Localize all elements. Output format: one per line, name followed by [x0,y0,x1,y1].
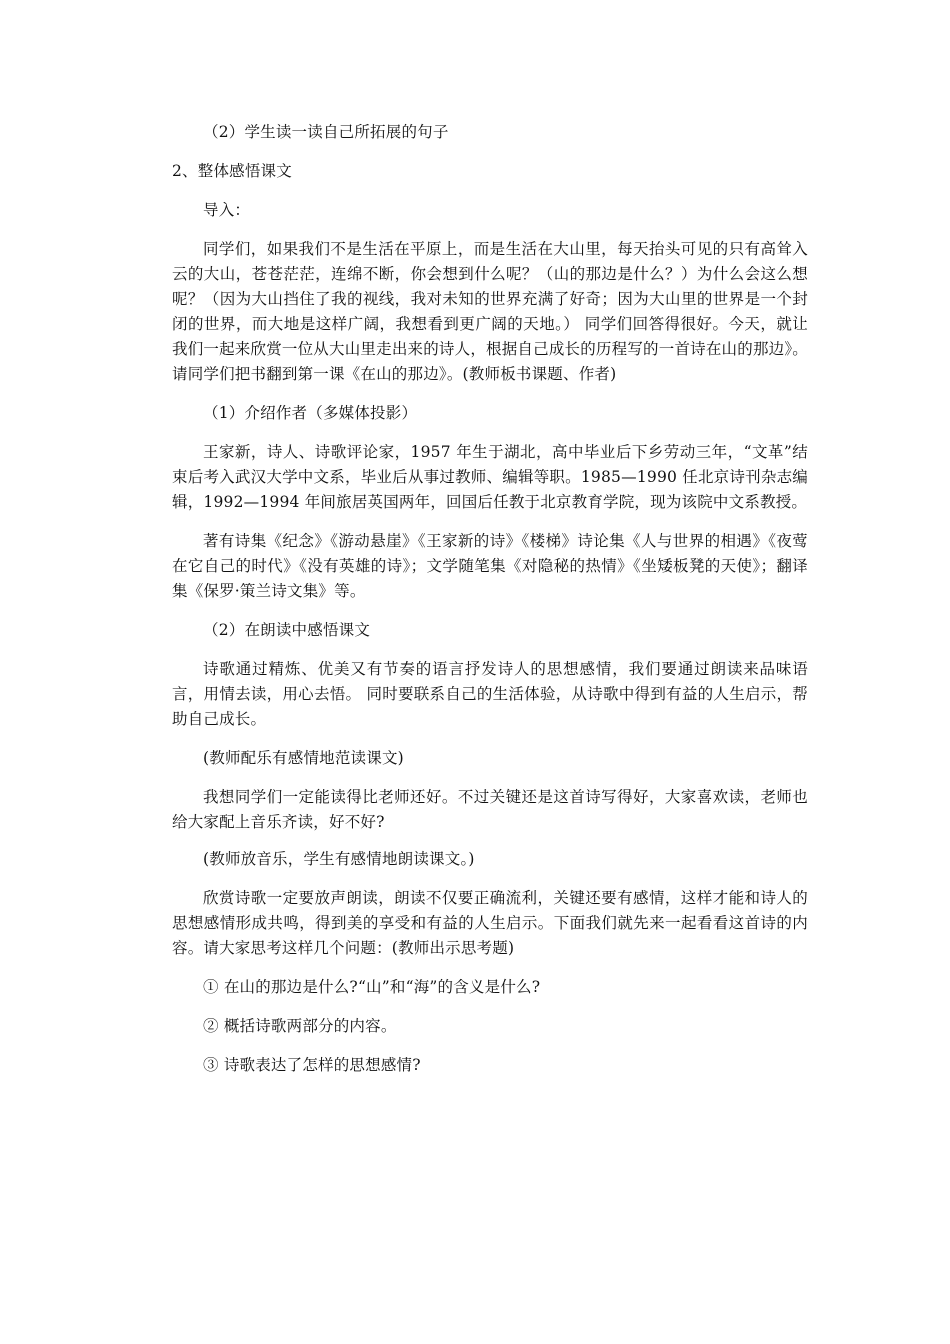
paragraph-introduction-text: 同学们，如果我们不是生活在平原上，而是生活在大山里，每天抬头可见的只有高耸入云的大山，苍苍茫茫，连绵不断，你会想到什么呢？（山的那边是什么？）为什么会这么想呢？（因为大山挡住了我的视线，我对未知的世界充满了好奇；因为大山里的世界是一个封闭的世界，而大地是这样广阔，我想看到更广阔的天地。） 同学们回答得很好。今天，就让我们一起来欣赏一位从大山里走出来的诗人，根据自己成长的历程写的一首诗在山的那边》。请同学们把书翻到第一课《在山的那边》。(教师板书课题、作者) [172,240,808,383]
paragraph-music-reading: (教师放音乐，学生有感情地朗读课文。) [203,850,475,868]
paragraph-students-read: 我想同学们一定能读得比老师还好。不过关键还是这首诗写得好，大家喜欢读，老师也给大家配上音乐齐读，好不好? [172,788,808,831]
paragraph-expanded-sentences: （2）学生读一读自己所拓展的句子 [203,123,449,141]
paragraph-author-heading: （1）介绍作者（多媒体投影） [203,404,418,422]
question-item-2: ② 概括诗歌两部分的内容。 [203,1017,397,1035]
question-item-1: ① 在山的那边是什么?“山”和“海”的含义是什么? [203,978,541,996]
paragraph-author-works: 著有诗集《纪念》《游动悬崖》《王家新的诗》《楼梯》诗论集《人与世界的相遇》《夜莺在它自己的时代》《没有英雄的诗》；文学随笔集《对隐秘的热情》《坐矮板凳的天使》；翻译集《保罗·策兰诗文集》等。 [172,532,808,600]
paragraph-reading-text: 诗歌通过精炼、优美又有节奏的语言抒发诗人的思想感情，我们要通过朗读来品味语言，用情去读，用心去悟。 同时要联系自己的生活体验，从诗歌中得到有益的人生启示，帮助自己成长。 [172,660,808,728]
paragraph-reading-heading: （2）在朗读中感悟课文 [203,621,371,639]
section-heading-overall-perception: 2、整体感悟课文 [172,162,292,180]
document-body [172,120,808,1078]
paragraph-teacher-reads: (教师配乐有感情地范读课文) [203,749,404,767]
paragraph-introduction-label: 导入： [203,201,251,219]
paragraph-author-bio: 王家新，诗人、诗歌评论家，1957 年生于湖北，高中毕业后下乡劳动三年，“文革”结束后考入武汉大学中文系，毕业后从事过教师、编辑等职。1985—1990 任北京诗刊杂志编辑，1992—1994 年间旅居英国两年，回国后任教于北京教育学院，现为该院中文系教授。 [172,443,808,511]
paragraph-appreciation: 欣赏诗歌一定要放声朗读，朗读不仅要正确流利，关键还要有感情，这样才能和诗人的思想感情形成共鸣，得到美的享受和有益的人生启示。下面我们就先来一起看看这首诗的内容。请大家思考这样几个问题：(教师出示思考题) [172,889,808,957]
question-item-3: ③ 诗歌表达了怎样的思想感情? [203,1056,421,1074]
